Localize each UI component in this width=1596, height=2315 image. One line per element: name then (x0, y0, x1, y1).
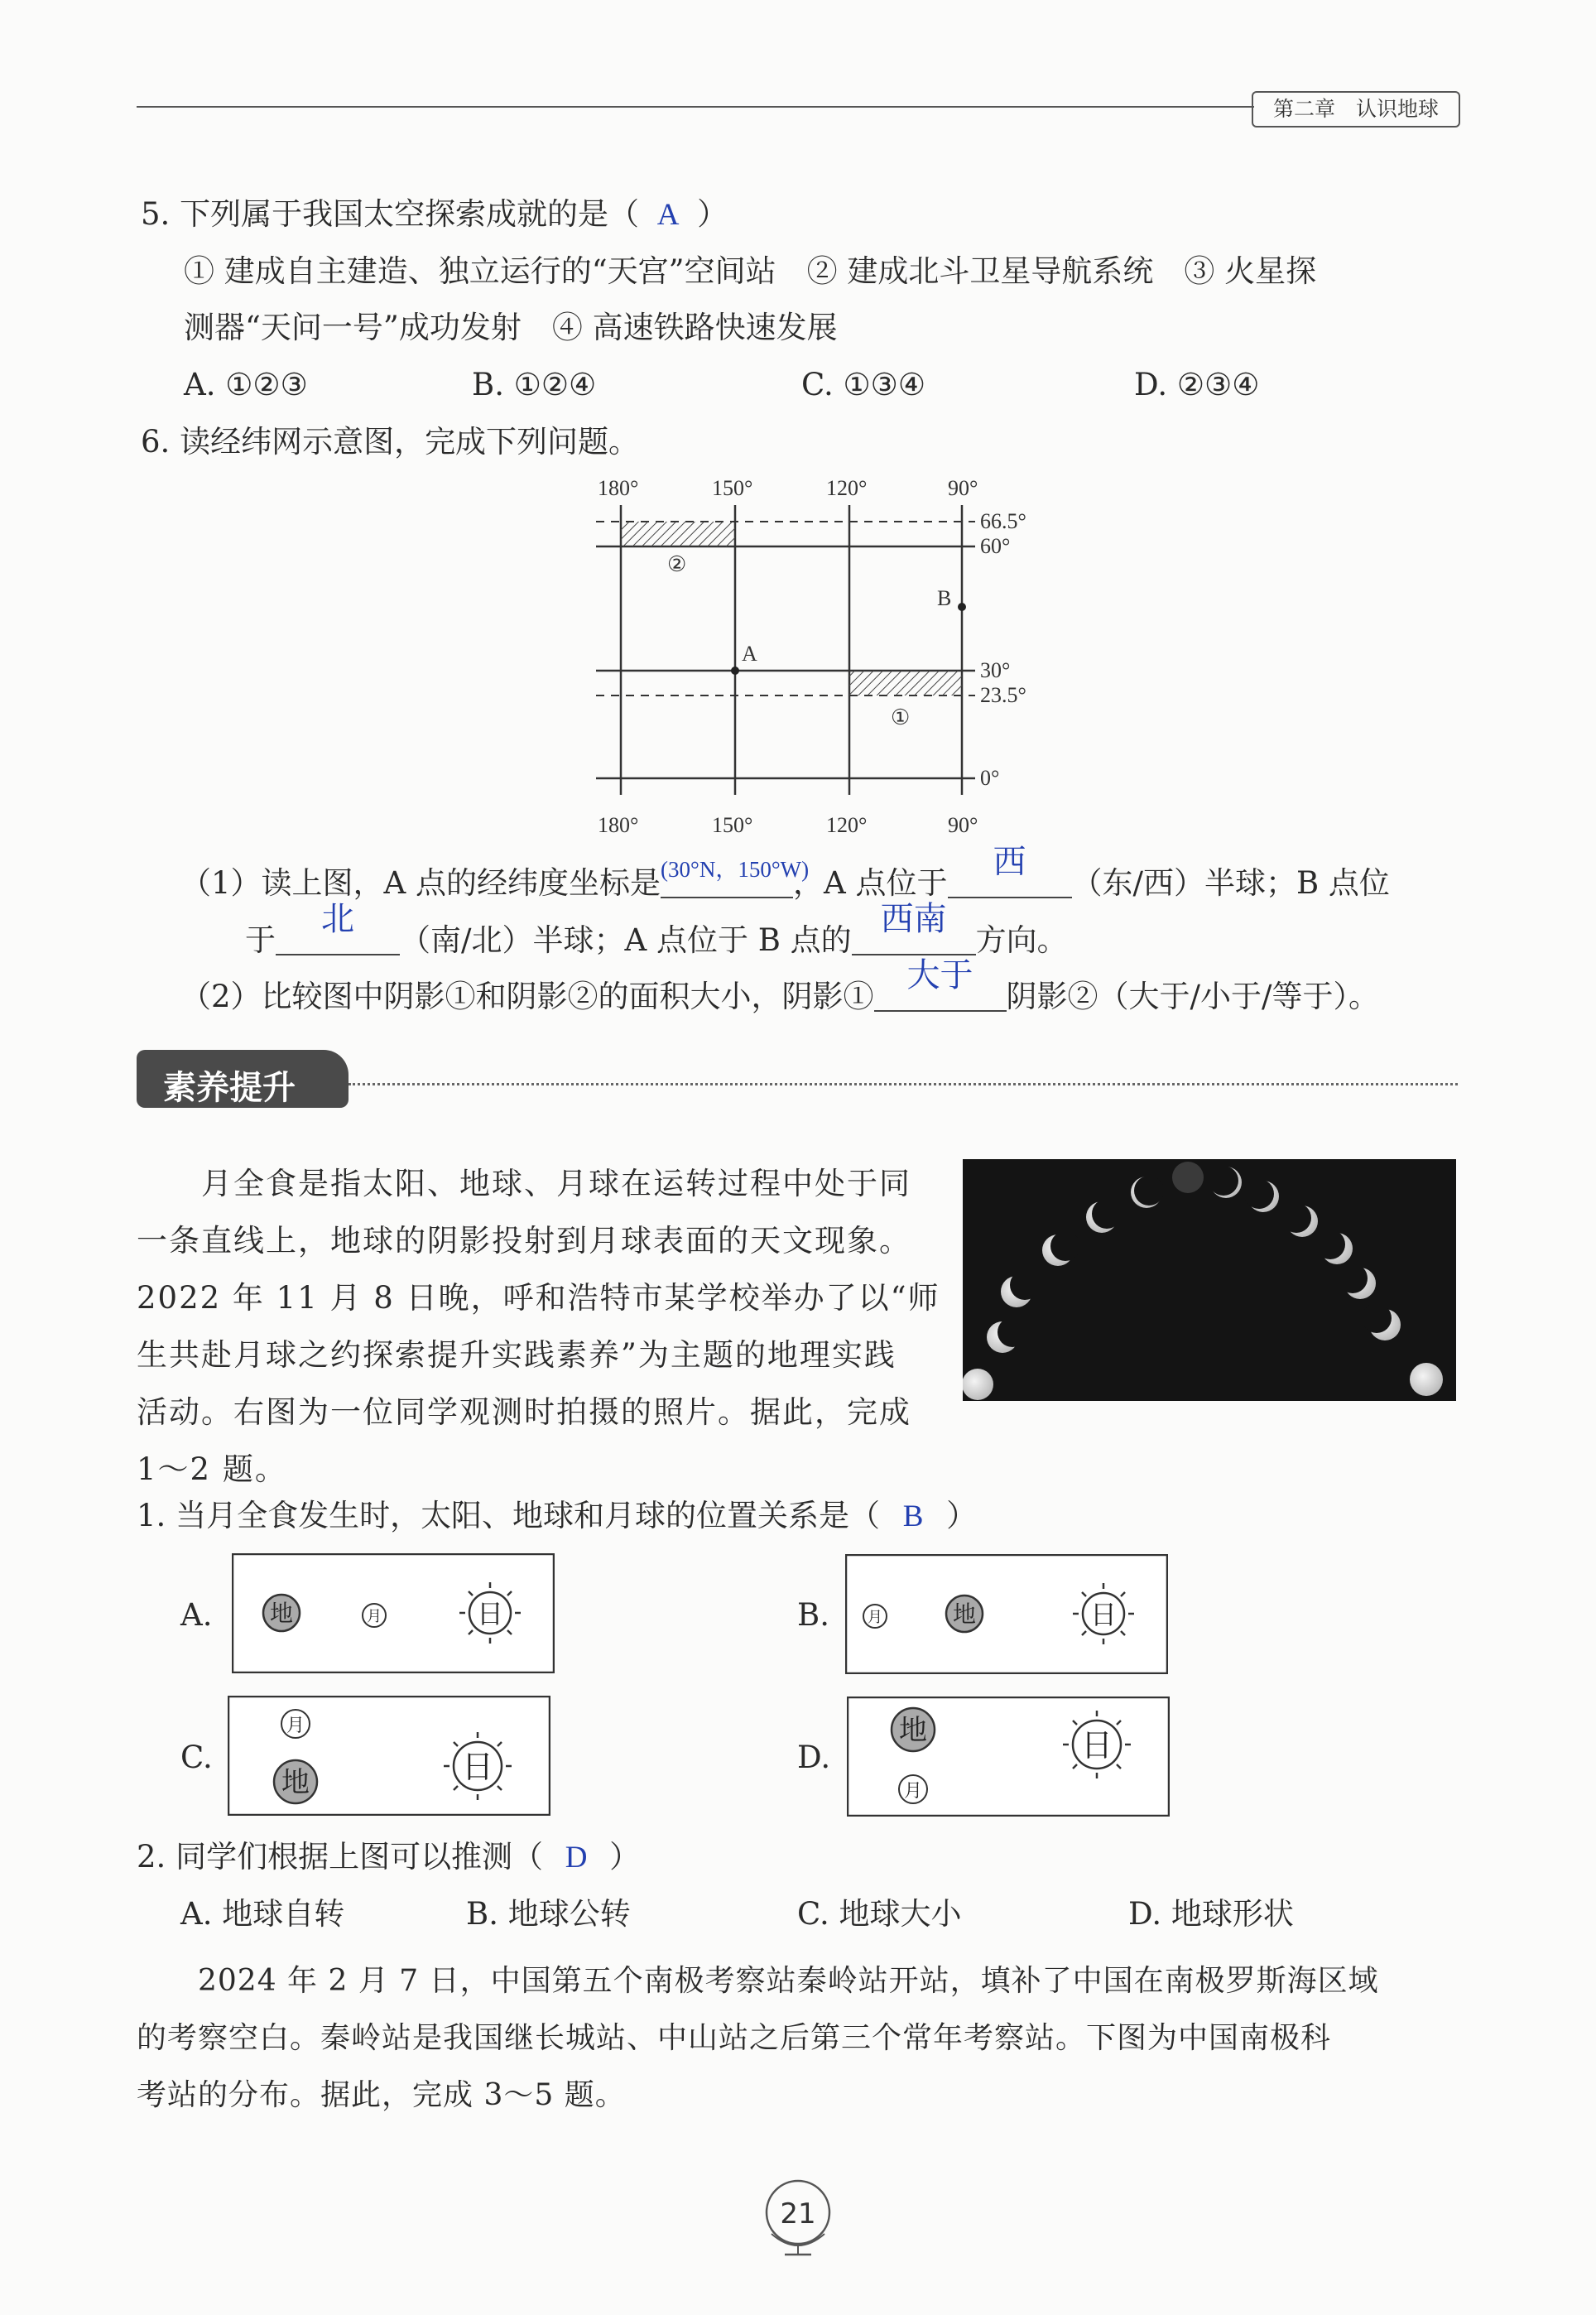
svg-text:月: 月 (286, 1716, 305, 1736)
s2-stem: 2. 同学们根据上图可以推测（ D ） (137, 1839, 641, 1875)
lat-0: 0° (980, 766, 1000, 790)
shade-2-label: ② (667, 552, 687, 576)
lunar-eclipse-photo (963, 1159, 1456, 1401)
s1-option-b-diagram (845, 1554, 1168, 1674)
point-b-label: B (937, 586, 952, 610)
point-a (731, 667, 739, 675)
point-a-label: A (742, 642, 757, 666)
page-number: 21 (780, 2197, 816, 2231)
svg-text:日: 日 (476, 1598, 504, 1629)
q6-answer-direction: 西南 (880, 900, 947, 937)
q5-answer: A (656, 198, 680, 232)
q6-answer-hemisphere-ew: 西 (993, 843, 1026, 880)
lon-top-90: 90° (948, 476, 978, 500)
svg-text:日: 日 (1080, 1727, 1113, 1764)
lat-66-5: 66.5° (980, 509, 1026, 533)
svg-text:日: 日 (461, 1749, 494, 1785)
passage-2: 2024 年 2 月 7 日，中国第五个南极考察站秦岭站开站，填补了中国在南极罗斯海区域 的考察空白。秦岭站是我国继长城站、中山站之后第三个常年考察站。下图为中国南极科 考站的分布。据此，完成 3～5 题。 (137, 1964, 1379, 2112)
lat-23-5: 23.5° (980, 683, 1026, 707)
lon-top-150: 150° (712, 476, 753, 500)
lon-bottom-90: 90° (948, 813, 978, 837)
s2-option-d: D. 地球形状 (1128, 1896, 1294, 1932)
s1-option-c-diagram (228, 1696, 550, 1816)
svg-text:地: 地 (899, 1714, 927, 1747)
lon-bottom-150: 150° (712, 813, 753, 837)
q5-line2: 测器“天问一号”成功发射 ④ 高速铁路快速发展 (184, 310, 838, 345)
passage-1: 月全食是指太阳、地球、月球在运转过程中处于同 一条直线上，地球的阴影投射到月球表面的天文现象。 2022 年 11 月 8 日晚，呼和浩特市某学校举办了以“师 生共赴月球之约探索提升实践素养”为主题的地理实践 活动。右图为一位同学观测时拍摄的照片。据此，完成 1～2 题。 (137, 1166, 940, 1487)
section-title: 素养提升 (163, 1069, 296, 1107)
lat-30: 30° (980, 658, 1011, 682)
shade-2 (621, 522, 735, 546)
lon-top-180: 180° (598, 476, 639, 500)
shade-1 (849, 671, 962, 695)
s1-option-c-label: C. (180, 1740, 213, 1775)
chapter-label: 第二章 (1272, 97, 1335, 121)
section-rule (349, 1083, 1458, 1085)
svg-text:地: 地 (281, 1766, 310, 1799)
s2-option-a: A. 地球自转 (180, 1896, 345, 1932)
q5-option-b: B. ①②④ (472, 367, 597, 402)
q5-option-a: A. ①②③ (184, 367, 308, 402)
q5-stem: 5. 下列属于我国太空探索成就的是（ A ） (141, 196, 728, 232)
q5-line1: ① 建成自主建造、独立运行的“天宫”空间站 ② 建成北斗卫星导航系统 ③ 火星探 (184, 253, 1317, 289)
svg-text:月: 月 (903, 1781, 923, 1802)
lat-60: 60° (980, 534, 1011, 558)
point-b (958, 603, 966, 611)
svg-text:日: 日 (1089, 1599, 1118, 1630)
s2-option-b: B. 地球公转 (466, 1896, 631, 1932)
svg-text:地: 地 (269, 1600, 294, 1627)
q6-answer-compare: 大于 (906, 956, 973, 994)
s1-answer: B (902, 1499, 924, 1533)
svg-text:地: 地 (952, 1600, 977, 1628)
q5-option-c: C. ①③④ (801, 367, 926, 402)
s1-option-d-label: D. (797, 1740, 831, 1775)
chapter-tab (1252, 91, 1460, 128)
s1-option-d-diagram (847, 1697, 1170, 1817)
q6-part1-line1: （1）读上图，A 点的经纬度坐标是 (30°N，150°W) ，A 点位于 西 （东/西）半球；B 点位 (180, 843, 1390, 901)
q6-part2: （2）比较图中阴影①和阴影②的面积大小，阴影① 大于 阴影②（大于/小于/等于）。 (180, 956, 1379, 1014)
q6-part1-line2: 于 北 （南/北）半球；A 点位于 B 点的 西南 方向。 (245, 900, 1068, 958)
s2-option-c: C. 地球大小 (797, 1896, 962, 1932)
lon-bottom-180: 180° (598, 813, 639, 837)
q6-answer-coordinate: (30°N，150°W) (661, 857, 810, 882)
lon-bottom-120: 120° (826, 813, 868, 837)
s1-option-b-label: B. (797, 1597, 829, 1633)
q5-option-d: D. ②③④ (1134, 367, 1260, 402)
lon-top-120: 120° (826, 476, 868, 500)
q6-stem: 6. 读经纬网示意图，完成下列问题。 (141, 424, 640, 460)
s1-option-a-label: A. (180, 1597, 213, 1633)
s1-stem: 1. 当月全食发生时，太阳、地球和月球的位置关系是（ B ） (137, 1498, 978, 1533)
svg-text:月: 月 (868, 1609, 882, 1626)
header-rule (137, 106, 1254, 108)
shade-1-label: ① (891, 705, 911, 729)
s2-answer: D (565, 1841, 588, 1875)
svg-text:月: 月 (367, 1608, 382, 1625)
graticule-diagram (579, 468, 1076, 849)
s1-option-a-diagram (232, 1553, 555, 1673)
chapter-title: 认识地球 (1356, 97, 1440, 121)
q6-answer-hemisphere-ns: 北 (321, 900, 354, 937)
